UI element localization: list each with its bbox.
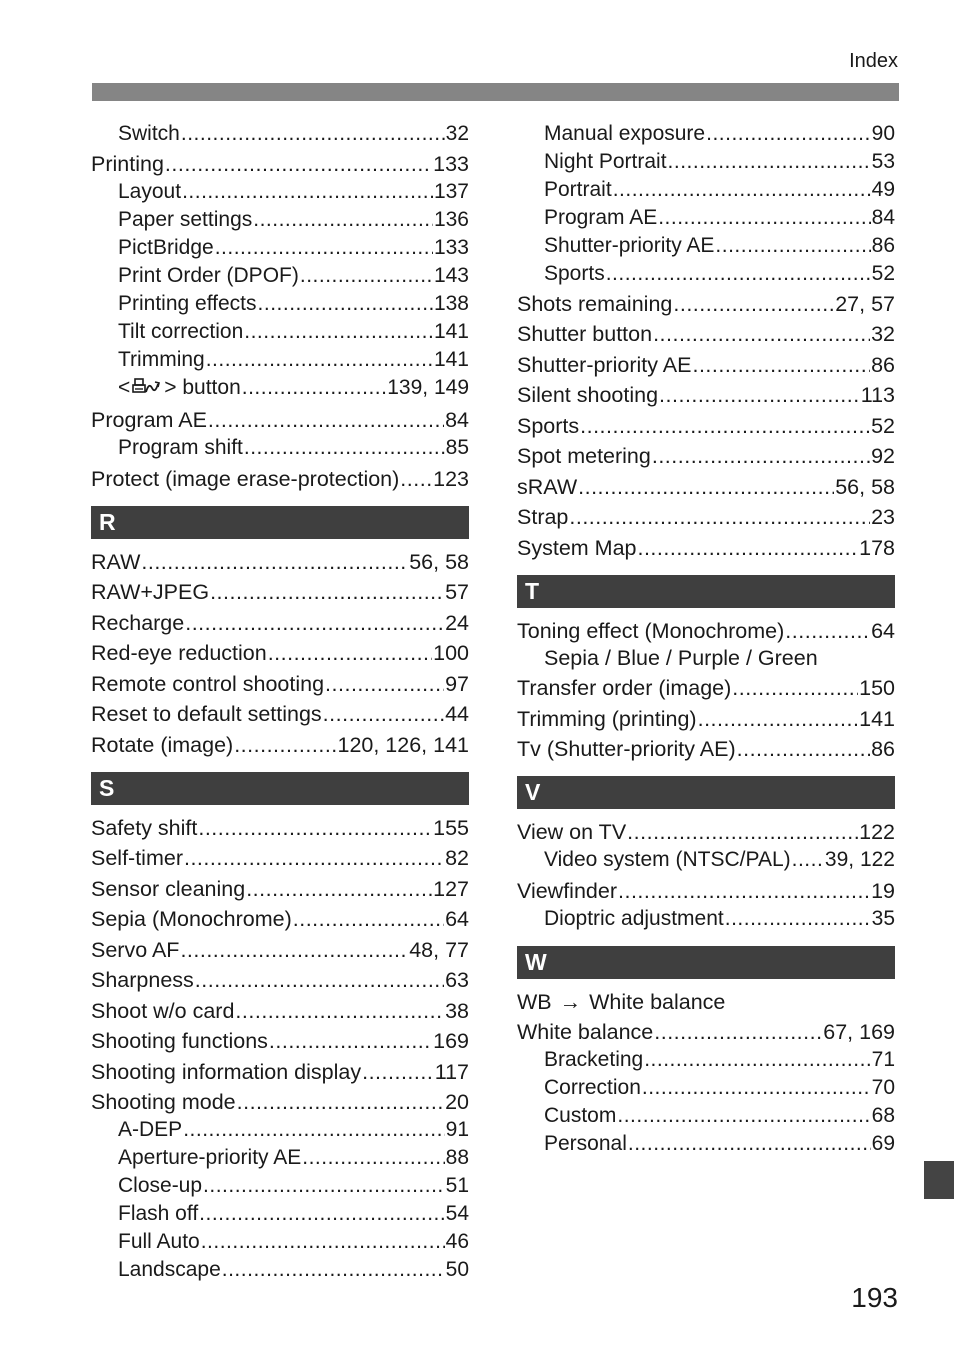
entry-label: Tv (Shutter-priority AE): [517, 737, 736, 762]
leader-dots: [198, 815, 432, 842]
page-reference: 54: [445, 1201, 469, 1225]
page-reference: 139, 149: [387, 375, 469, 399]
leader-dots: [792, 846, 824, 874]
page-reference: 56, 58: [409, 549, 469, 574]
page-reference: 69: [871, 1131, 895, 1155]
entry-label: Dioptric adjustment: [544, 906, 724, 930]
entry-label: Flash off: [118, 1201, 199, 1225]
arrow-right-icon: →: [559, 989, 582, 1014]
page-reference: 169: [433, 1029, 469, 1054]
leader-dots: [652, 443, 870, 470]
page-reference: 86: [871, 352, 895, 377]
leader-dots: [658, 204, 870, 232]
leader-dots: [785, 618, 870, 645]
leader-dots: [642, 1074, 871, 1102]
index-subentry: [91, 178, 469, 206]
leader-dots: [659, 382, 860, 409]
leader-dots: [668, 148, 871, 176]
section-header: V: [517, 776, 895, 809]
page-reference: 88: [445, 1145, 469, 1169]
page-reference: 39, 122: [824, 848, 895, 872]
leader-dots: [627, 819, 858, 846]
page-reference: 70: [871, 1076, 895, 1100]
index-subentry: [91, 1228, 469, 1256]
entry-label: Tilt correction: [118, 319, 244, 343]
leader-dots: [203, 1172, 445, 1200]
leader-dots: [199, 1200, 444, 1228]
header-bar: [92, 83, 899, 101]
index-subentry: [91, 206, 469, 234]
entry-label: Print Order (DPOF): [118, 264, 299, 288]
index-note: Sepia / Blue / Purple / Green: [544, 645, 818, 670]
leader-dots: [325, 671, 444, 698]
entry-label: Shoot w/o card: [91, 998, 235, 1023]
leader-dots: [302, 1144, 444, 1172]
entry-label: Safety shift: [91, 815, 198, 840]
index-subentry: [91, 346, 469, 374]
header-label: Index: [849, 50, 898, 72]
page-reference: 23: [871, 505, 895, 530]
page-reference: 117: [434, 1059, 469, 1084]
entry-label: Sharpness: [91, 968, 194, 993]
leader-dots: [201, 1228, 445, 1256]
leader-dots: [208, 407, 444, 434]
page-reference: 120, 126, 141: [337, 732, 469, 757]
leader-dots: [182, 178, 433, 206]
index-subentry: [517, 1074, 895, 1102]
index-entry: [91, 967, 469, 994]
leader-dots: [180, 937, 408, 964]
entry-label: Layout: [118, 180, 182, 204]
entry-label: Program shift: [118, 436, 243, 460]
index-column-left: [91, 120, 469, 1284]
leader-dots: [732, 675, 858, 702]
page-reference: 141: [859, 706, 895, 731]
leader-dots: [725, 905, 871, 933]
index-subentry: [517, 120, 895, 148]
page-reference: 48, 77: [409, 937, 469, 962]
page-reference: 20: [445, 1090, 469, 1115]
entry-label: Sensor cleaning: [91, 876, 246, 901]
index-subentry: [517, 846, 895, 874]
entry-label: Printing effects: [118, 292, 257, 316]
page-reference: 123: [433, 466, 469, 491]
leader-dots: [706, 120, 871, 148]
index-subentry: [517, 232, 895, 260]
index-entry: [91, 640, 469, 667]
leader-dots: [654, 1019, 822, 1046]
page-reference: 51: [445, 1173, 469, 1197]
leader-dots: [578, 474, 834, 501]
page-reference: 141: [433, 319, 469, 343]
section-header: S: [91, 772, 469, 805]
page-reference: 44: [445, 702, 469, 727]
index-entry: [517, 1019, 895, 1046]
index-subentry: [517, 260, 895, 288]
index-entry: [91, 151, 469, 178]
entry-label: Toning effect (Monochrome): [517, 618, 785, 643]
index-subentry: [91, 262, 469, 290]
leader-dots: [244, 434, 445, 462]
entry-label: Remote control shooting: [91, 671, 325, 696]
entry-label: Printing: [91, 152, 164, 177]
index-entry: [517, 706, 895, 733]
index-subentry: [91, 374, 469, 404]
entry-label: Manual exposure: [544, 122, 706, 145]
leader-dots: [606, 260, 871, 288]
page-reference: 32: [871, 322, 895, 347]
xref-target: White balance: [589, 989, 726, 1014]
leader-dots: [268, 640, 432, 667]
page-reference: 86: [871, 233, 895, 257]
index-entry: [517, 291, 895, 318]
index-subentry: [91, 234, 469, 262]
index-subentry: [91, 434, 469, 462]
leader-dots: [715, 232, 870, 260]
leader-dots: [362, 1059, 434, 1086]
page-reference: 91: [445, 1118, 469, 1142]
index-entry: [91, 1028, 469, 1055]
index-subentry: [517, 176, 895, 204]
leader-dots: [244, 318, 433, 346]
index-entry: [517, 443, 895, 470]
index-subentry: [91, 318, 469, 346]
leader-dots: [300, 262, 433, 290]
page-reference: 155: [433, 815, 469, 840]
index-entry: [517, 736, 895, 763]
entry-label: Shots remaining: [517, 291, 673, 316]
entry-label: Program AE: [91, 408, 207, 433]
index-entry: [91, 701, 469, 728]
index-column-right: [517, 120, 895, 1158]
entry-label: Sports: [544, 261, 605, 285]
entry-label: Shooting information display: [91, 1059, 362, 1084]
page-reference: 141: [433, 347, 469, 371]
index-subentry: [517, 905, 895, 933]
leader-dots: [237, 1089, 444, 1116]
leader-dots: [181, 120, 445, 148]
page-reference: 38: [445, 998, 469, 1023]
page-reference: 137: [433, 180, 469, 204]
entry-label: sRAW: [517, 474, 578, 499]
leader-dots: [222, 1256, 445, 1284]
entry-label: Viewfinder: [517, 878, 617, 903]
page-reference: 178: [859, 535, 895, 560]
page-reference: 24: [445, 610, 469, 635]
page-reference: 64: [445, 907, 469, 932]
index-entry: [91, 610, 469, 637]
thumb-tab-marker: [924, 1161, 954, 1199]
entry-label: Protect (image erase-protection): [91, 466, 400, 491]
page-reference: 57: [445, 580, 469, 605]
entry-label: White balance: [517, 1020, 654, 1045]
index-entry: [517, 504, 895, 531]
entry-label: Recharge: [91, 610, 185, 635]
entry-label: Shooting functions: [91, 1029, 268, 1054]
page-reference: 84: [445, 408, 469, 433]
leader-dots: [183, 1116, 444, 1144]
leader-dots: [235, 998, 444, 1025]
index-entry: [517, 413, 895, 440]
index-entry: [91, 407, 469, 434]
page-reference: 56, 58: [835, 474, 895, 499]
entry-label: Rotate (image): [91, 732, 234, 757]
index-subentry: [91, 1172, 469, 1200]
page-reference: 67, 169: [823, 1020, 895, 1045]
entry-label: Self-timer: [91, 846, 183, 871]
entry-label: Shutter-priority AE: [544, 233, 715, 257]
page-reference: 46: [445, 1229, 469, 1253]
leader-dots: [613, 176, 871, 204]
entry-label: Sports: [517, 413, 580, 438]
leader-dots: [644, 1046, 870, 1074]
leader-dots: [185, 610, 444, 637]
page-reference: 84: [871, 205, 895, 229]
index-subentry: [517, 148, 895, 176]
page-reference: 100: [433, 641, 469, 666]
entry-label: [118, 374, 241, 404]
entry-label: Night Portrait: [544, 149, 667, 173]
leader-dots: [234, 732, 336, 759]
index-subentry: [91, 1256, 469, 1284]
entry-label: Transfer order (image): [517, 676, 732, 701]
entry-label-suffix: > button: [164, 375, 241, 399]
leader-dots: [293, 906, 444, 933]
leader-dots: [580, 413, 870, 440]
entry-label: Sepia (Monochrome): [91, 907, 292, 932]
entry-label: Servo AF: [91, 937, 180, 962]
page-reference: 138: [433, 292, 469, 316]
page-reference: 53: [871, 149, 895, 173]
index-entry: [91, 466, 469, 493]
entry-label: Custom: [544, 1104, 617, 1128]
page-reference: 133: [433, 236, 469, 260]
index-entry: [517, 352, 895, 379]
index-entry: [91, 1059, 469, 1086]
leader-dots: [653, 321, 870, 348]
page-reference: 49: [871, 177, 895, 201]
index-entry: [91, 998, 469, 1025]
page-reference: 133: [433, 152, 469, 177]
page-reference: 82: [445, 846, 469, 871]
section-header: T: [517, 575, 895, 608]
page-reference: 52: [871, 261, 895, 285]
index-entry: [517, 382, 895, 409]
index-subentry: [91, 1116, 469, 1144]
entry-label: RAW+JPEG: [91, 580, 210, 605]
page-reference: 68: [871, 1104, 895, 1128]
leader-dots: [246, 876, 432, 903]
page-reference: 136: [433, 208, 469, 232]
leader-dots: [637, 535, 858, 562]
entry-label: Close-up: [118, 1173, 203, 1197]
entry-label: Spot metering: [517, 444, 651, 469]
entry-label: Trimming: [118, 347, 205, 371]
index-entry: [91, 732, 469, 759]
entry-label: Shutter button: [517, 322, 653, 347]
entry-label: A-DEP: [118, 1118, 183, 1142]
entry-label: Red-eye reduction: [91, 641, 267, 666]
entry-label: Trimming (printing): [517, 706, 697, 731]
entry-label: RAW: [91, 549, 141, 574]
leader-dots: [737, 736, 870, 763]
leader-dots: [195, 967, 444, 994]
entry-label: Bracketing: [544, 1048, 644, 1072]
index-subentry: [517, 1102, 895, 1130]
entry-label: PictBridge: [118, 236, 214, 260]
section-header: R: [91, 506, 469, 539]
index-entry: [91, 1089, 469, 1116]
entry-label: Full Auto: [118, 1229, 200, 1253]
entry-label: Video system (NTSC/PAL): [544, 848, 791, 872]
entry-label: System Map: [517, 535, 637, 560]
entry-label: Personal: [544, 1131, 627, 1155]
index-entry: [517, 474, 895, 501]
index-entry: [91, 549, 469, 576]
print-share-icon: [130, 376, 164, 404]
leader-dots: [210, 579, 444, 606]
leader-dots: [253, 206, 433, 234]
index-entry: [91, 906, 469, 933]
index-entry: [91, 815, 469, 842]
entry-label: Portrait: [544, 177, 612, 201]
leader-dots: [165, 151, 432, 178]
leader-dots: [617, 1102, 870, 1130]
index-entry: [517, 321, 895, 348]
leader-dots: [215, 234, 433, 262]
index-entry: [517, 618, 895, 645]
page-reference: 92: [871, 444, 895, 469]
index-subentry: [91, 290, 469, 318]
entry-label: View on TV: [517, 820, 627, 845]
leader-dots: [206, 346, 433, 374]
index-subentry: [91, 1144, 469, 1172]
leader-dots: [269, 1028, 432, 1055]
leader-dots: [628, 1130, 871, 1158]
page-number: 193: [851, 1282, 898, 1313]
entry-label: Strap: [517, 505, 569, 530]
leader-dots: [323, 701, 444, 728]
leader-dots: [242, 374, 387, 402]
entry-label-prefix: <: [118, 375, 131, 399]
page-reference: 50: [445, 1257, 469, 1281]
page-reference: 52: [871, 413, 895, 438]
leader-dots: [673, 291, 834, 318]
page-reference: 27, 57: [835, 291, 895, 316]
leader-dots: [618, 878, 870, 905]
xref-term: WB: [517, 989, 552, 1014]
page-reference: 32: [445, 122, 469, 145]
entry-label: Program AE: [544, 205, 658, 229]
leader-dots: [184, 845, 444, 872]
index-entry: [517, 675, 895, 702]
page-reference: 122: [859, 820, 895, 845]
page-reference: 85: [445, 436, 469, 460]
entry-label: Correction: [544, 1076, 641, 1100]
entry-label: Shutter-priority AE: [517, 352, 692, 377]
index-entry: [91, 876, 469, 903]
entry-label: Switch: [118, 122, 180, 145]
page-reference: 64: [871, 618, 895, 643]
page-reference: 71: [871, 1048, 895, 1072]
section-header: W: [517, 946, 895, 979]
index-entry: [91, 579, 469, 606]
index-entry: [517, 819, 895, 846]
entry-label: Paper settings: [118, 208, 253, 232]
entry-label: Shooting mode: [91, 1090, 236, 1115]
index-subentry: [517, 204, 895, 232]
leader-dots: [698, 706, 859, 733]
entry-label: Aperture-priority AE: [118, 1145, 302, 1169]
page-reference: 113: [860, 383, 895, 408]
page-reference: 90: [871, 122, 895, 145]
index-entry: [517, 878, 895, 905]
index-entry: [517, 535, 895, 562]
leader-dots: [569, 504, 870, 531]
entry-label: Silent shooting: [517, 383, 659, 408]
index-subentry: [517, 1130, 895, 1158]
index-entry: [91, 845, 469, 872]
page-reference: 35: [871, 906, 895, 930]
index-subentry: [91, 120, 469, 148]
index-entry: [91, 937, 469, 964]
index-entry: [91, 671, 469, 698]
page-reference: 63: [445, 968, 469, 993]
page-reference: 19: [871, 878, 895, 903]
page-reference: 150: [859, 676, 895, 701]
page-reference: 86: [871, 737, 895, 762]
page-reference: 127: [433, 876, 469, 901]
page-reference: 143: [433, 264, 469, 288]
index-subentry: [517, 1046, 895, 1074]
index-cross-reference: [517, 989, 895, 1016]
page-reference: 97: [445, 671, 469, 696]
leader-dots: [258, 290, 433, 318]
entry-label: Reset to default settings: [91, 702, 322, 727]
leader-dots: [400, 466, 432, 493]
entry-label: Landscape: [118, 1257, 221, 1281]
leader-dots: [141, 549, 408, 576]
leader-dots: [692, 352, 870, 379]
index-subentry: [91, 1200, 469, 1228]
